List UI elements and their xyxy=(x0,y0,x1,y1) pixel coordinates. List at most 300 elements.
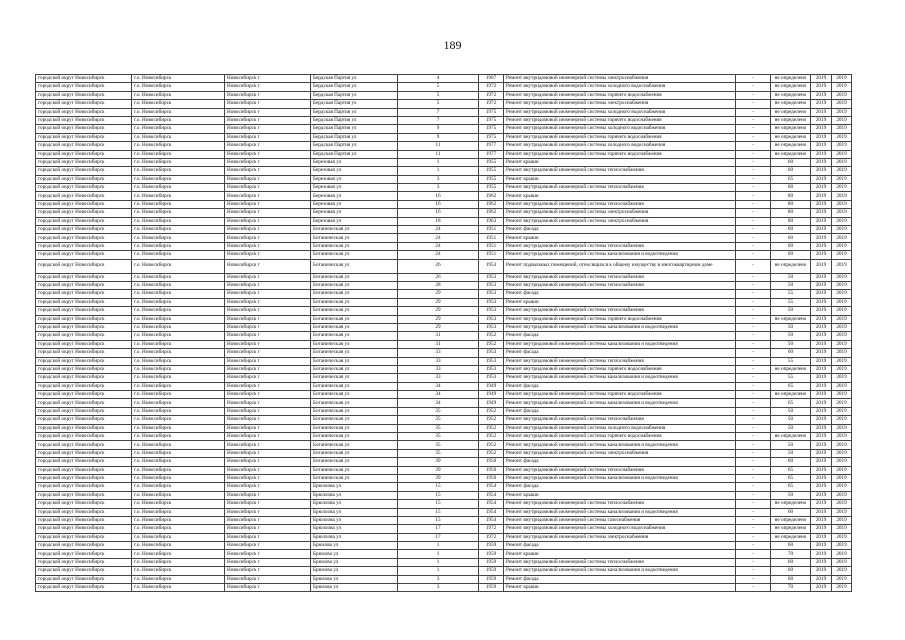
cell-municipality: городской округ Новосибирск xyxy=(36,525,132,533)
cell-house-number: 18 xyxy=(398,217,479,225)
cell-street: Ботаническая ул xyxy=(311,298,398,306)
cell-year-start: 2019 xyxy=(811,200,832,208)
cell-municipality: городской округ Новосибирск xyxy=(36,142,132,150)
cell-house-number: 5 xyxy=(398,83,479,91)
cell-unit: - xyxy=(736,491,771,499)
cell-unit: - xyxy=(736,424,771,432)
cell-settlement: г.о. Новосибирск xyxy=(132,357,225,365)
cell-settlement: г.о. Новосибирск xyxy=(132,290,225,298)
cell-wear-percent: 70 xyxy=(771,550,811,558)
cell-house-number: 1 xyxy=(398,550,479,558)
cell-unit: - xyxy=(736,567,771,575)
cell-locality: Новосибирск г xyxy=(225,441,311,449)
cell-year-built: 1977 xyxy=(479,150,504,158)
cell-work-type: Ремонт крыши xyxy=(504,491,736,499)
cell-unit: - xyxy=(736,516,771,524)
cell-street: Ботаническая ул xyxy=(311,332,398,340)
cell-locality: Новосибирск г xyxy=(225,133,311,141)
cell-year-built: 1951 xyxy=(479,234,504,242)
cell-year-end: 2019 xyxy=(832,83,852,91)
cell-year-start: 2019 xyxy=(811,290,832,298)
cell-street: Ботаническая ул xyxy=(311,259,398,273)
cell-street: Ботаническая ул xyxy=(311,399,398,407)
cell-unit: - xyxy=(736,416,771,424)
table-row xyxy=(36,116,852,124)
cell-settlement: г.о. Новосибирск xyxy=(132,516,225,524)
cell-year-built: 1952 xyxy=(479,332,504,340)
cell-year-end: 2019 xyxy=(832,133,852,141)
cell-municipality: городской округ Новосибирск xyxy=(36,374,132,382)
cell-street: Ботаническая ул xyxy=(311,458,398,466)
cell-year-built: 1962 xyxy=(479,200,504,208)
cell-year-start: 2019 xyxy=(811,558,832,566)
cell-work-type: Ремонт внутридомовой инженерной системы холодного водоснабжения xyxy=(504,525,736,533)
table-row xyxy=(36,217,852,225)
cell-settlement: г.о. Новосибирск xyxy=(132,374,225,382)
cell-wear-percent: 50 xyxy=(771,407,811,415)
cell-year-start: 2019 xyxy=(811,75,832,83)
cell-unit: - xyxy=(736,382,771,390)
cell-locality: Новосибирск г xyxy=(225,357,311,365)
cell-settlement: г.о. Новосибирск xyxy=(132,142,225,150)
cell-house-number: 33 xyxy=(398,365,479,373)
cell-locality: Новосибирск г xyxy=(225,209,311,217)
table-row xyxy=(36,558,852,566)
cell-wear-percent: не определено xyxy=(771,433,811,441)
cell-year-built: 1954 xyxy=(479,500,504,508)
cell-year-start: 2019 xyxy=(811,281,832,289)
cell-municipality: городской округ Новосибирск xyxy=(36,290,132,298)
cell-year-start: 2019 xyxy=(811,441,832,449)
cell-municipality: городской округ Новосибирск xyxy=(36,567,132,575)
cell-municipality: городской округ Новосибирск xyxy=(36,175,132,183)
cell-year-start: 2019 xyxy=(811,116,832,124)
table-row xyxy=(36,209,852,217)
cell-wear-percent: 60 xyxy=(771,251,811,259)
cell-year-end: 2019 xyxy=(832,458,852,466)
cell-year-start: 2019 xyxy=(811,125,832,133)
cell-locality: Новосибирск г xyxy=(225,184,311,192)
cell-wear-percent: не определено xyxy=(771,259,811,273)
cell-work-type: Ремонт внутридомовой инженерной системы теплоснабжения xyxy=(504,466,736,474)
cell-work-type: Ремонт крыши xyxy=(504,298,736,306)
table-row xyxy=(36,374,852,382)
cell-work-type: Ремонт внутридомовой инженерной системы канализования и водоотведения xyxy=(504,474,736,482)
cell-work-type: Ремонт внутридомовой инженерной системы теплоснабжения xyxy=(504,558,736,566)
cell-municipality: городской округ Новосибирск xyxy=(36,150,132,158)
cell-street: Ботаническая ул xyxy=(311,281,398,289)
cell-work-type: Ремонт фасада xyxy=(504,458,736,466)
cell-wear-percent: 60 xyxy=(771,167,811,175)
cell-municipality: городской округ Новосибирск xyxy=(36,391,132,399)
cell-year-end: 2019 xyxy=(832,298,852,306)
cell-municipality: городской округ Новосибирск xyxy=(36,323,132,331)
cell-work-type: Ремонт внутридомовой инженерной системы теплоснабжения xyxy=(504,416,736,424)
table-row xyxy=(36,483,852,491)
cell-year-built: 1959 xyxy=(479,550,504,558)
cell-year-built: 1953 xyxy=(479,315,504,323)
cell-municipality: городской округ Новосибирск xyxy=(36,483,132,491)
cell-street: Брюхова ул xyxy=(311,550,398,558)
cell-locality: Новосибирск г xyxy=(225,332,311,340)
cell-year-start: 2019 xyxy=(811,167,832,175)
cell-settlement: г.о. Новосибирск xyxy=(132,75,225,83)
cell-settlement: г.о. Новосибирск xyxy=(132,474,225,482)
cell-settlement: г.о. Новосибирск xyxy=(132,150,225,158)
cell-wear-percent: не определено xyxy=(771,516,811,524)
cell-street: Бердская Партия ул xyxy=(311,150,398,158)
cell-municipality: городской округ Новосибирск xyxy=(36,259,132,273)
table-row xyxy=(36,399,852,407)
cell-house-number: 35 xyxy=(398,449,479,457)
cell-year-built: 1951 xyxy=(479,242,504,250)
table-row xyxy=(36,298,852,306)
cell-unit: - xyxy=(736,349,771,357)
cell-year-end: 2019 xyxy=(832,382,852,390)
cell-house-number: 39 xyxy=(398,474,479,482)
cell-settlement: г.о. Новосибирск xyxy=(132,298,225,306)
cell-year-start: 2019 xyxy=(811,458,832,466)
cell-locality: Новосибирск г xyxy=(225,500,311,508)
cell-locality: Новосибирск г xyxy=(225,516,311,524)
cell-wear-percent: не определено xyxy=(771,125,811,133)
cell-settlement: г.о. Новосибирск xyxy=(132,340,225,348)
table-row xyxy=(36,550,852,558)
cell-settlement: г.о. Новосибирск xyxy=(132,83,225,91)
cell-year-end: 2019 xyxy=(832,91,852,99)
cell-year-start: 2019 xyxy=(811,399,832,407)
cell-year-end: 2019 xyxy=(832,391,852,399)
cell-wear-percent: не определено xyxy=(771,533,811,541)
cell-work-type: Ремонт внутридомовой инженерной системы канализования и водоотведения xyxy=(504,441,736,449)
table-row xyxy=(36,226,852,234)
cell-municipality: городской округ Новосибирск xyxy=(36,234,132,242)
cell-municipality: городской округ Новосибирск xyxy=(36,474,132,482)
cell-house-number: 15 xyxy=(398,500,479,508)
cell-unit: - xyxy=(736,315,771,323)
cell-unit: - xyxy=(736,332,771,340)
cell-street: Бердская Партия ул xyxy=(311,125,398,133)
cell-house-number: 34 xyxy=(398,382,479,390)
cell-work-type: Ремонт внутридомовой инженерной системы холодного водоснабжения xyxy=(504,125,736,133)
cell-work-type: Ремонт внутридомовой инженерной системы горячего водоснабжения xyxy=(504,91,736,99)
table-row xyxy=(36,133,852,141)
cell-locality: Новосибирск г xyxy=(225,365,311,373)
cell-unit: - xyxy=(736,251,771,259)
cell-municipality: городской округ Новосибирск xyxy=(36,365,132,373)
cell-wear-percent: 65 xyxy=(771,483,811,491)
table-row xyxy=(36,508,852,516)
cell-year-built: 1950 xyxy=(479,458,504,466)
cell-settlement: г.о. Новосибирск xyxy=(132,349,225,357)
cell-settlement: г.о. Новосибирск xyxy=(132,125,225,133)
cell-street: Березовая ул xyxy=(311,209,398,217)
table-row xyxy=(36,251,852,259)
cell-street: Ботаническая ул xyxy=(311,433,398,441)
cell-year-start: 2019 xyxy=(811,192,832,200)
cell-unit: - xyxy=(736,399,771,407)
cell-year-built: 1953 xyxy=(479,281,504,289)
cell-locality: Новосибирск г xyxy=(225,483,311,491)
cell-work-type: Ремонт фасада xyxy=(504,575,736,583)
cell-year-end: 2019 xyxy=(832,125,852,133)
cell-wear-percent: 50 xyxy=(771,281,811,289)
cell-house-number: 24 xyxy=(398,234,479,242)
cell-unit: - xyxy=(736,525,771,533)
cell-settlement: г.о. Новосибирск xyxy=(132,500,225,508)
cell-unit: - xyxy=(736,167,771,175)
cell-year-end: 2019 xyxy=(832,500,852,508)
cell-year-built: 1954 xyxy=(479,508,504,516)
cell-locality: Новосибирск г xyxy=(225,416,311,424)
cell-settlement: г.о. Новосибирск xyxy=(132,323,225,331)
cell-locality: Новосибирск г xyxy=(225,458,311,466)
table-row xyxy=(36,323,852,331)
table-row xyxy=(36,365,852,373)
cell-wear-percent: не определено xyxy=(771,108,811,116)
cell-wear-percent: 60 xyxy=(771,234,811,242)
cell-work-type: Ремонт внутридомовой инженерной системы горячего водоснабжения xyxy=(504,116,736,124)
cell-settlement: г.о. Новосибирск xyxy=(132,251,225,259)
cell-street: Ботаническая ул xyxy=(311,251,398,259)
cell-locality: Новосибирск г xyxy=(225,399,311,407)
cell-settlement: г.о. Новосибирск xyxy=(132,424,225,432)
cell-year-built: 1972 xyxy=(479,533,504,541)
cell-street: Березовая ул xyxy=(311,158,398,166)
cell-house-number: 34 xyxy=(398,391,479,399)
cell-year-end: 2019 xyxy=(832,158,852,166)
cell-unit: - xyxy=(736,533,771,541)
cell-locality: Новосибирск г xyxy=(225,290,311,298)
cell-municipality: городской округ Новосибирск xyxy=(36,575,132,583)
cell-settlement: г.о. Новосибирск xyxy=(132,100,225,108)
cell-work-type: Ремонт подвальных помещений, относящихся к общему имуществу в многоквартирном доме xyxy=(504,259,736,273)
cell-unit: - xyxy=(736,433,771,441)
cell-work-type: Ремонт внутридомовой инженерной системы горячего водоснабжения xyxy=(504,433,736,441)
cell-locality: Новосибирск г xyxy=(225,175,311,183)
cell-settlement: г.о. Новосибирск xyxy=(132,315,225,323)
cell-house-number: 26 xyxy=(398,259,479,273)
cell-street: Березовая ул xyxy=(311,167,398,175)
cell-settlement: г.о. Новосибирск xyxy=(132,449,225,457)
table-row xyxy=(36,575,852,583)
cell-unit: - xyxy=(736,407,771,415)
cell-locality: Новосибирск г xyxy=(225,298,311,306)
cell-settlement: г.о. Новосибирск xyxy=(132,458,225,466)
cell-settlement: г.о. Новосибирск xyxy=(132,483,225,491)
cell-settlement: г.о. Новосибирск xyxy=(132,558,225,566)
cell-locality: Новосибирск г xyxy=(225,158,311,166)
cell-house-number: 15 xyxy=(398,491,479,499)
cell-street: Ботаническая ул xyxy=(311,226,398,234)
cell-year-built: 1955 xyxy=(479,167,504,175)
cell-work-type: Ремонт внутридомовой инженерной системы канализования и водоотведения xyxy=(504,567,736,575)
table-row xyxy=(36,542,852,550)
cell-year-end: 2019 xyxy=(832,558,852,566)
cell-municipality: городской округ Новосибирск xyxy=(36,458,132,466)
cell-year-end: 2019 xyxy=(832,167,852,175)
cell-street: Ботаническая ул xyxy=(311,416,398,424)
cell-year-end: 2019 xyxy=(832,516,852,524)
cell-house-number: 1 xyxy=(398,167,479,175)
cell-wear-percent: 60 xyxy=(771,184,811,192)
cell-municipality: городской округ Новосибирск xyxy=(36,500,132,508)
cell-year-built: 1952 xyxy=(479,433,504,441)
cell-house-number: 29 xyxy=(398,315,479,323)
cell-locality: Новосибирск г xyxy=(225,234,311,242)
cell-wear-percent: 60 xyxy=(771,508,811,516)
cell-year-start: 2019 xyxy=(811,575,832,583)
cell-year-built: 1955 xyxy=(479,175,504,183)
cell-locality: Новосибирск г xyxy=(225,558,311,566)
cell-street: Ботаническая ул xyxy=(311,391,398,399)
cell-settlement: г.о. Новосибирск xyxy=(132,567,225,575)
table-row xyxy=(36,500,852,508)
cell-year-start: 2019 xyxy=(811,251,832,259)
cell-year-start: 2019 xyxy=(811,133,832,141)
cell-house-number: 9 xyxy=(398,125,479,133)
cell-year-built: 1953 xyxy=(479,357,504,365)
cell-year-end: 2019 xyxy=(832,525,852,533)
cell-settlement: г.о. Новосибирск xyxy=(132,91,225,99)
cell-unit: - xyxy=(736,374,771,382)
cell-unit: - xyxy=(736,466,771,474)
cell-street: Ботаническая ул xyxy=(311,323,398,331)
cell-locality: Новосибирск г xyxy=(225,91,311,99)
cell-work-type: Ремонт внутридомовой инженерной системы горячего водоснабжения xyxy=(504,133,736,141)
cell-unit: - xyxy=(736,458,771,466)
cell-year-built: 1950 xyxy=(479,474,504,482)
cell-year-end: 2019 xyxy=(832,175,852,183)
cell-wear-percent: 60 xyxy=(771,349,811,357)
cell-year-end: 2019 xyxy=(832,567,852,575)
cell-work-type: Ремонт внутридомовой инженерной системы холодного водоснабжения xyxy=(504,83,736,91)
cell-work-type: Ремонт внутридомовой инженерной системы канализования и водоотведения xyxy=(504,508,736,516)
table-row xyxy=(36,125,852,133)
cell-work-type: Ремонт внутридомовой инженерной системы электроснабжения xyxy=(504,209,736,217)
cell-wear-percent: не определено xyxy=(771,100,811,108)
cell-year-built: 1955 xyxy=(479,158,504,166)
cell-year-built: 1954 xyxy=(479,516,504,524)
cell-house-number: 35 xyxy=(398,416,479,424)
cell-street: Брюллова ул xyxy=(311,500,398,508)
cell-municipality: городской округ Новосибирск xyxy=(36,307,132,315)
cell-house-number: 16 xyxy=(398,192,479,200)
cell-year-start: 2019 xyxy=(811,100,832,108)
repair-program-table xyxy=(35,74,852,592)
cell-house-number: 33 xyxy=(398,357,479,365)
cell-house-number: 1 xyxy=(398,558,479,566)
cell-municipality: городской округ Новосибирск xyxy=(36,200,132,208)
cell-year-end: 2019 xyxy=(832,542,852,550)
table-row xyxy=(36,474,852,482)
cell-unit: - xyxy=(736,184,771,192)
cell-unit: - xyxy=(736,175,771,183)
cell-wear-percent: 60 xyxy=(771,158,811,166)
cell-wear-percent: не определено xyxy=(771,365,811,373)
cell-municipality: городской округ Новосибирск xyxy=(36,192,132,200)
cell-wear-percent: не определено xyxy=(771,315,811,323)
table-row xyxy=(36,242,852,250)
cell-municipality: городской округ Новосибирск xyxy=(36,542,132,550)
cell-year-end: 2019 xyxy=(832,315,852,323)
cell-municipality: городской округ Новосибирск xyxy=(36,281,132,289)
table-row xyxy=(36,458,852,466)
cell-settlement: г.о. Новосибирск xyxy=(132,525,225,533)
cell-settlement: г.о. Новосибирск xyxy=(132,175,225,183)
cell-settlement: г.о. Новосибирск xyxy=(132,416,225,424)
cell-work-type: Ремонт внутридомовой инженерной системы горячего водоснабжения xyxy=(504,315,736,323)
cell-settlement: г.о. Новосибирск xyxy=(132,575,225,583)
cell-work-type: Ремонт крыши xyxy=(504,584,736,592)
cell-year-end: 2019 xyxy=(832,75,852,83)
cell-year-start: 2019 xyxy=(811,307,832,315)
cell-unit: - xyxy=(736,242,771,250)
cell-unit: - xyxy=(736,125,771,133)
cell-locality: Новосибирск г xyxy=(225,307,311,315)
cell-locality: Новосибирск г xyxy=(225,75,311,83)
cell-house-number: 3 xyxy=(398,584,479,592)
cell-unit: - xyxy=(736,158,771,166)
cell-municipality: городской округ Новосибирск xyxy=(36,226,132,234)
cell-year-built: 1949 xyxy=(479,399,504,407)
cell-year-start: 2019 xyxy=(811,184,832,192)
cell-unit: - xyxy=(736,298,771,306)
table-row xyxy=(36,449,852,457)
cell-unit: - xyxy=(736,290,771,298)
cell-year-start: 2019 xyxy=(811,550,832,558)
cell-year-end: 2019 xyxy=(832,416,852,424)
cell-unit: - xyxy=(736,542,771,550)
cell-year-start: 2019 xyxy=(811,407,832,415)
cell-municipality: городской округ Новосибирск xyxy=(36,116,132,124)
cell-year-end: 2019 xyxy=(832,323,852,331)
cell-year-built: 1952 xyxy=(479,407,504,415)
cell-wear-percent: 60 xyxy=(771,542,811,550)
cell-municipality: городской округ Новосибирск xyxy=(36,441,132,449)
cell-year-end: 2019 xyxy=(832,533,852,541)
cell-settlement: г.о. Новосибирск xyxy=(132,158,225,166)
cell-year-start: 2019 xyxy=(811,273,832,281)
cell-year-end: 2019 xyxy=(832,226,852,234)
cell-wear-percent: 50 xyxy=(771,491,811,499)
cell-locality: Новосибирск г xyxy=(225,508,311,516)
cell-house-number: 35 xyxy=(398,441,479,449)
cell-wear-percent: 60 xyxy=(771,242,811,250)
cell-municipality: городской округ Новосибирск xyxy=(36,75,132,83)
cell-work-type: Ремонт внутридомовой инженерной системы теплоснабжения xyxy=(504,184,736,192)
cell-street: Березовая ул xyxy=(311,217,398,225)
cell-house-number: 1 xyxy=(398,542,479,550)
cell-house-number: 24 xyxy=(398,226,479,234)
cell-unit: - xyxy=(736,200,771,208)
cell-year-start: 2019 xyxy=(811,424,832,432)
cell-year-built: 1949 xyxy=(479,382,504,390)
cell-unit: - xyxy=(736,209,771,217)
cell-settlement: г.о. Новосибирск xyxy=(132,533,225,541)
cell-wear-percent: 50 xyxy=(771,449,811,457)
cell-year-start: 2019 xyxy=(811,433,832,441)
cell-year-end: 2019 xyxy=(832,374,852,382)
cell-locality: Новосибирск г xyxy=(225,584,311,592)
table-row xyxy=(36,290,852,298)
cell-wear-percent: 55 xyxy=(771,374,811,382)
cell-year-end: 2019 xyxy=(832,433,852,441)
cell-wear-percent: 50 xyxy=(771,441,811,449)
cell-street: Ботаническая ул xyxy=(311,242,398,250)
cell-house-number: 35 xyxy=(398,433,479,441)
cell-year-start: 2019 xyxy=(811,525,832,533)
